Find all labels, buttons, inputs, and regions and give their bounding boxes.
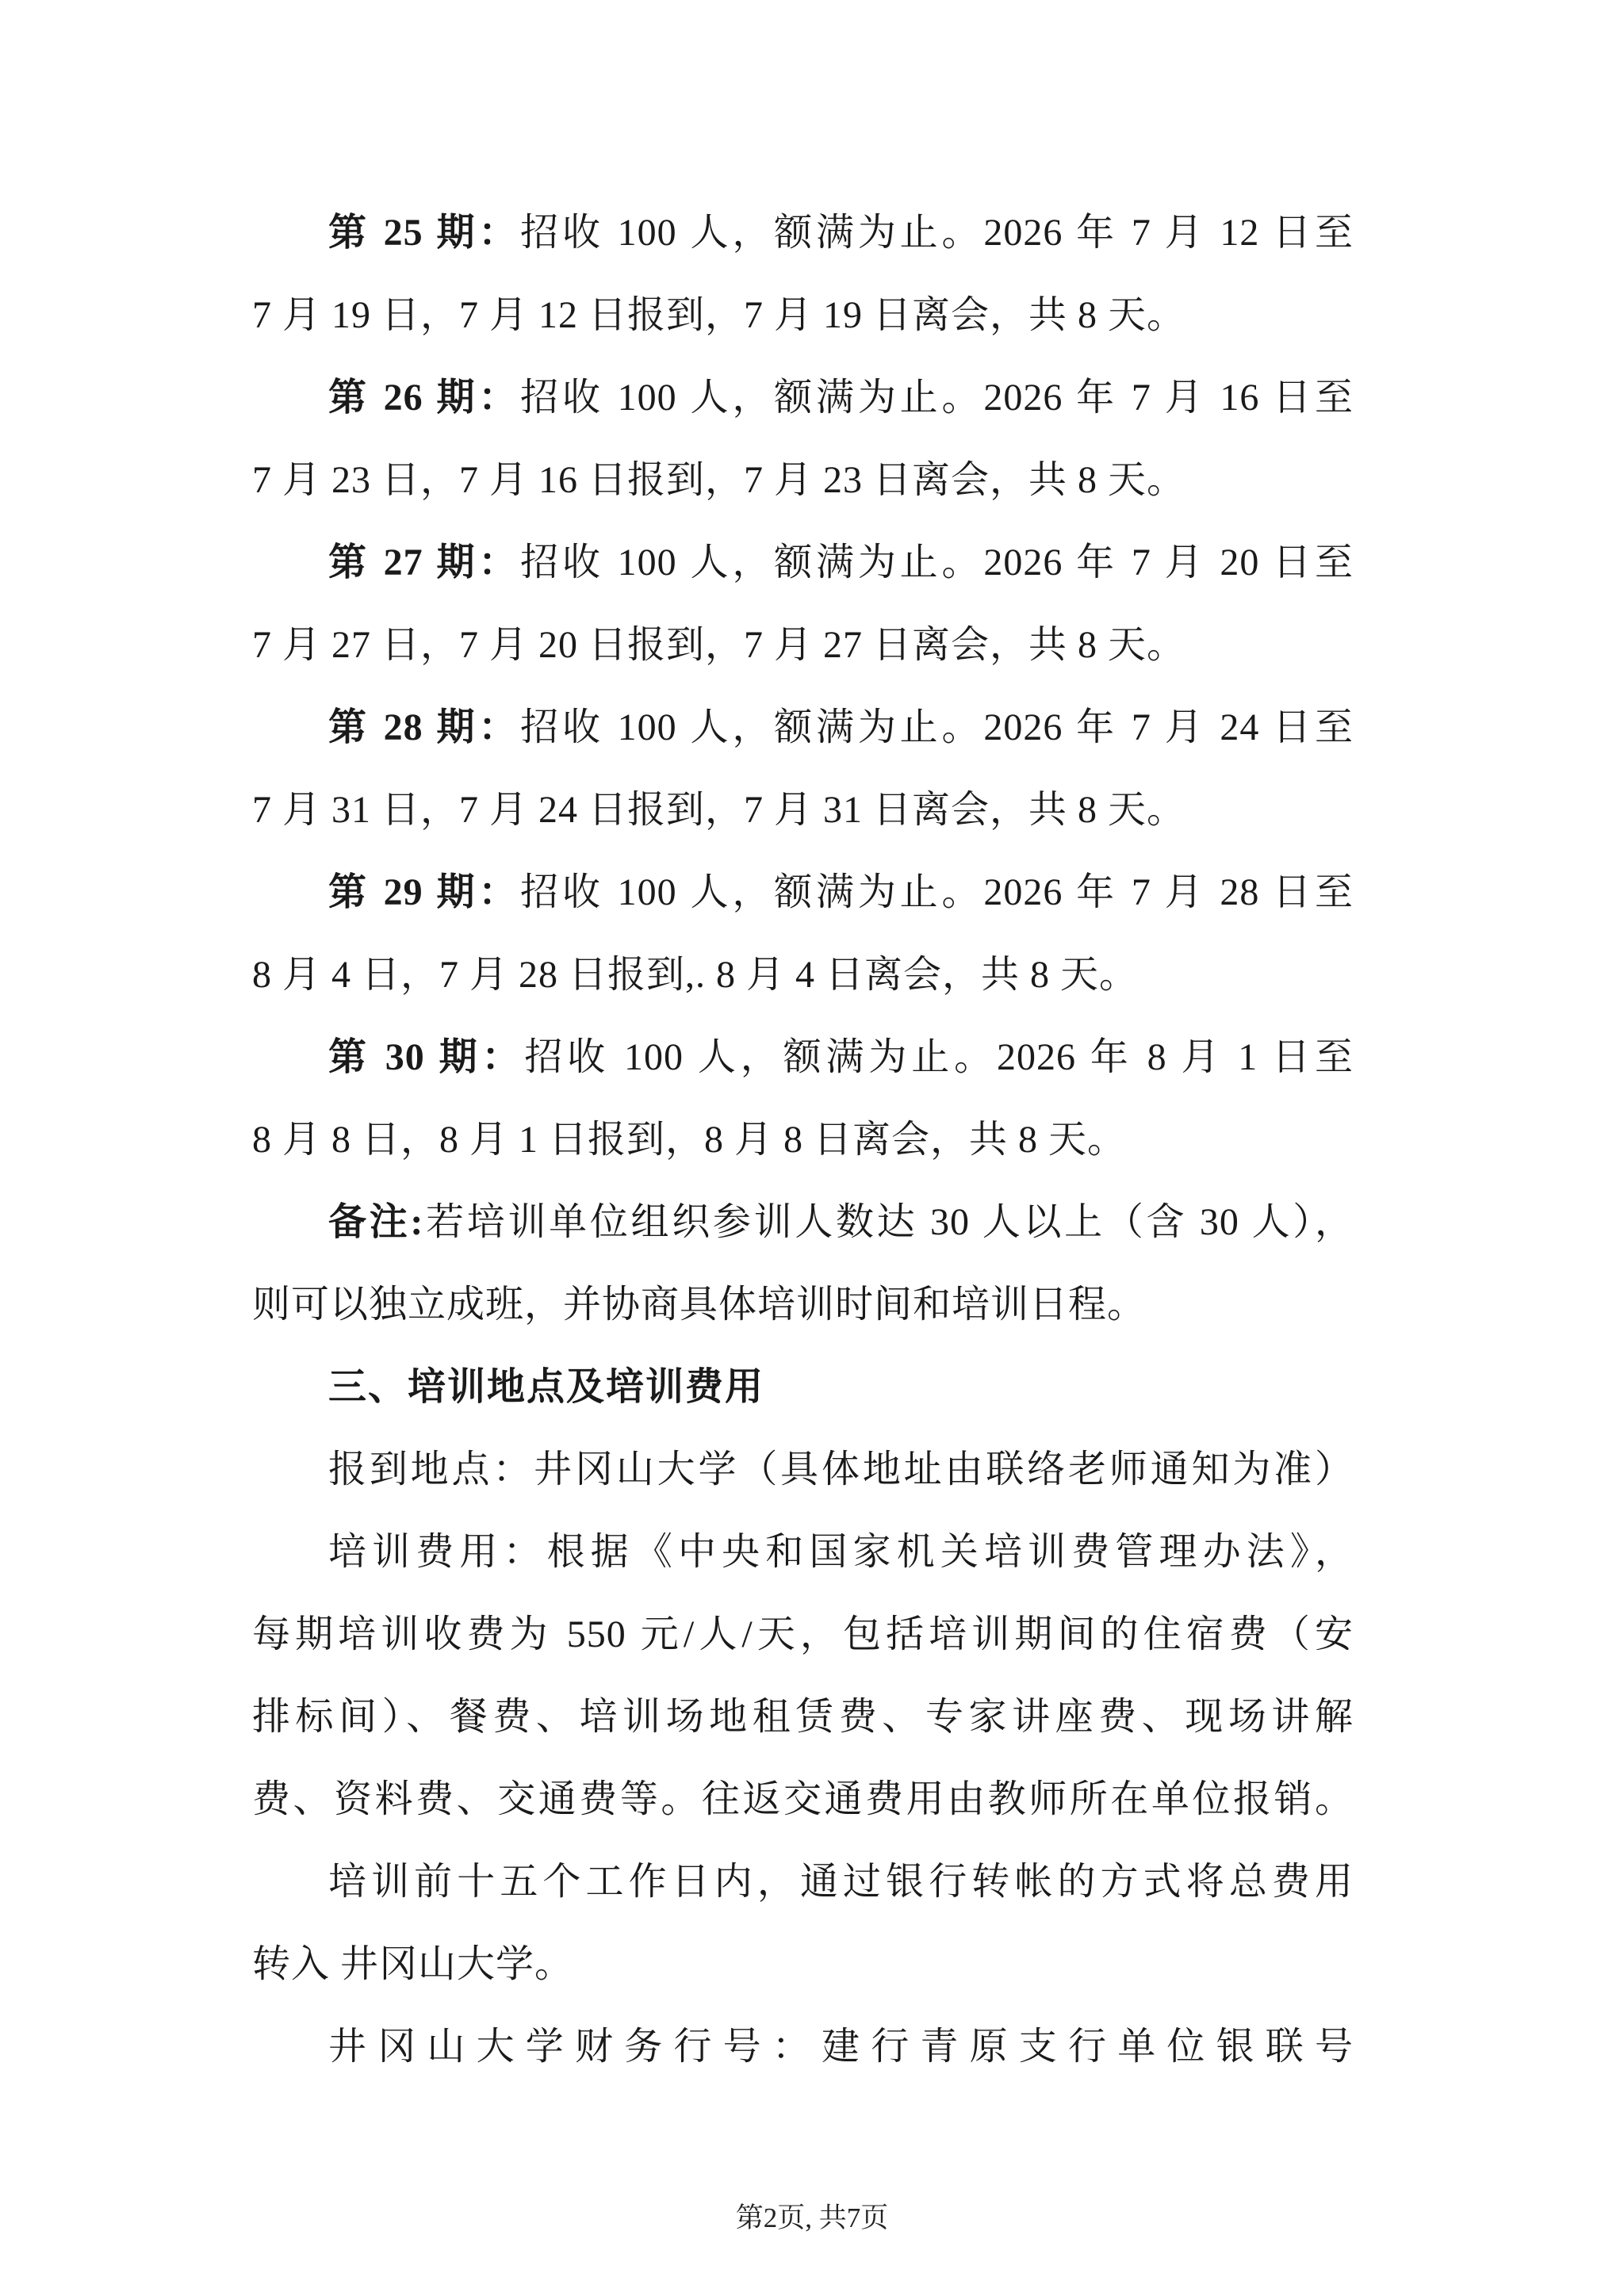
session-29-line-start	[252, 851, 1354, 934]
session-29-info: 招收 100 人，额满为止。2026 年 7 月 28 日至	[520, 871, 1354, 913]
page-number: 第2页, 共7页	[735, 2202, 889, 2233]
session-30-line-start	[252, 1016, 1354, 1099]
session-26-label: 第 26 期：	[328, 377, 521, 419]
session-26-info: 招收 100 人，额满为止。2026 年 7 月 16 日至	[520, 377, 1354, 419]
session-25-line-end: 7 月 19 日，7 月 12 日报到，7 月 19 日离会，共 8 天。	[252, 294, 1186, 336]
session-30-label: 第 30 期：	[328, 1036, 525, 1078]
fee-basis-line: 培训费用：根据《中央和国家机关培训费管理办法》，	[328, 1531, 1354, 1573]
remark-label: 备注:	[328, 1201, 424, 1243]
session-28-line-end: 7 月 31 日，7 月 24 日报到，7 月 31 日离会，共 8 天。	[252, 789, 1186, 831]
session-27-line-end: 7 月 27 日，7 月 20 日报到，7 月 27 日离会，共 8 天。	[252, 624, 1186, 666]
session-28-info: 招收 100 人，额满为止。2026 年 7 月 24 日至	[520, 706, 1354, 748]
session-25-label: 第 25 期：	[328, 212, 521, 254]
session-27-label: 第 27 期：	[328, 541, 521, 584]
session-27-line-start	[252, 522, 1354, 604]
session-27-info: 招收 100 人，额满为止。2026 年 7 月 20 日至	[520, 541, 1354, 584]
session-29-label: 第 29 期：	[328, 871, 521, 913]
session-29-line-end: 8 月 4 日，7 月 28 日报到,. 8 月 4 日离会，共 8 天。	[252, 954, 1139, 996]
transfer-line-1: 培训前十五个工作日内，通过银行转帐的方式将总费用	[328, 1861, 1354, 1903]
checkin-location-line: 报到地点：井冈山大学（具体地址由联络老师通知为准）	[328, 1448, 1354, 1490]
session-30-line-end: 8 月 8 日，8 月 1 日报到，8 月 8 日离会，共 8 天。	[252, 1119, 1127, 1161]
section-heading: 三、培训地点及培训费用	[328, 1366, 765, 1408]
remark-line-1	[252, 1181, 1354, 1264]
session-28-label: 第 28 期：	[328, 706, 521, 748]
transfer-line-2: 转入 井冈山大学。	[252, 1943, 574, 1985]
session-26-line-end: 7 月 23 日，7 月 16 日报到，7 月 23 日离会，共 8 天。	[252, 459, 1186, 501]
fee-detail-line-1: 每期培训收费为 550 元/人/天，包括培训期间的住宿费（安	[252, 1613, 1354, 1655]
fee-detail-line-3: 费、资料费、交通费等。往返交通费用由教师所在单位报销。	[252, 1778, 1354, 1820]
session-28-line-start	[252, 687, 1354, 769]
session-26-line-start	[252, 357, 1354, 439]
session-30-info: 招收 100 人，额满为止。2026 年 8 月 1 日至	[524, 1036, 1354, 1078]
session-25-info: 招收 100 人，额满为止。2026 年 7 月 12 日至	[520, 212, 1354, 254]
remark-text: 若培训单位组织参训人数达 30 人以上（含 30 人），	[423, 1201, 1354, 1243]
bank-info-line: 井冈山大学财务行号：建行青原支行单位银联号	[328, 2026, 1354, 2068]
document-body	[252, 192, 1354, 2088]
fee-detail-line-2: 排标间）、餐费、培训场地租赁费、专家讲座费、现场讲解	[252, 1696, 1354, 1738]
remark-line-2: 则可以独立成班，并协商具体培训时间和培训日程。	[252, 1284, 1147, 1326]
session-25-line-start	[252, 192, 1354, 274]
